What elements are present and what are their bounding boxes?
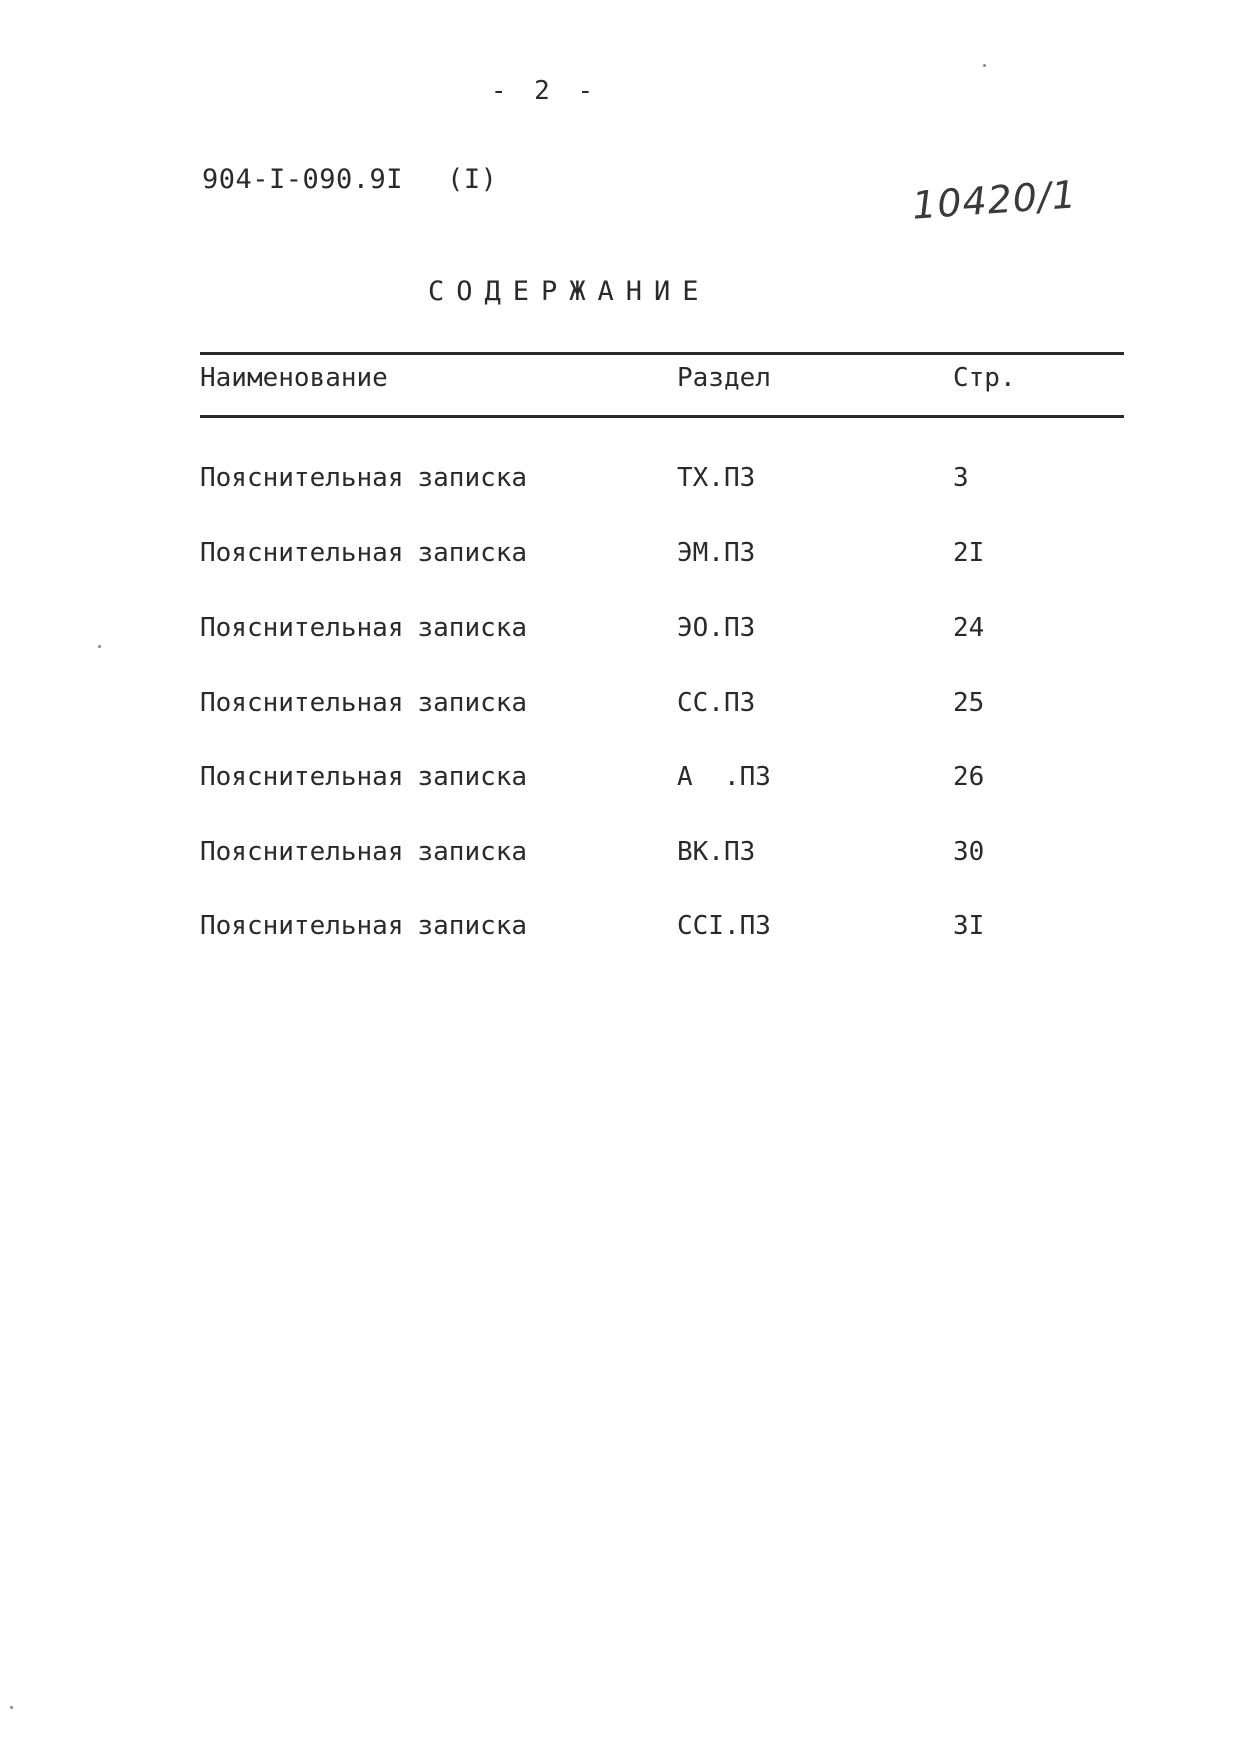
scan-speck	[98, 645, 101, 648]
row-name	[200, 688, 527, 718]
row-name	[200, 762, 527, 792]
row-name	[200, 837, 527, 867]
row-name-word: записка	[417, 837, 528, 867]
row-name-word: записка	[417, 762, 528, 792]
row-name-word: Пояснительная	[200, 688, 404, 718]
table-row	[0, 613, 1240, 647]
row-name-word: Пояснительная	[200, 538, 404, 568]
row-name	[200, 911, 527, 941]
row-name-word: записка	[417, 463, 528, 493]
row-name-word: записка	[417, 613, 528, 643]
row-page: 2I	[953, 538, 985, 568]
row-name-word: Пояснительная	[200, 762, 404, 792]
row-section: ВК.ПЗ	[677, 837, 756, 867]
row-section: ЭМ.ПЗ	[677, 538, 756, 568]
table-header-rule	[200, 415, 1124, 418]
header-page: Стр.	[953, 363, 1016, 393]
scan-speck	[10, 1706, 13, 1709]
table-header	[0, 363, 1240, 397]
row-section: СС.ПЗ	[677, 688, 756, 718]
row-page: 3	[953, 463, 969, 493]
table-row	[0, 688, 1240, 722]
table-row	[0, 538, 1240, 572]
row-name-word: записка	[417, 911, 528, 941]
handwritten-inventory-number: 10420/1	[910, 172, 1079, 228]
header-name: Наименование	[200, 363, 388, 393]
document-code	[202, 164, 497, 195]
row-name-word: записка	[417, 538, 528, 568]
row-page: 25	[953, 688, 985, 718]
scan-speck	[983, 64, 986, 67]
row-name-word: Пояснительная	[200, 463, 404, 493]
page-number: - 2 -	[490, 76, 600, 106]
row-name-word: Пояснительная	[200, 911, 404, 941]
table-top-rule	[200, 352, 1124, 355]
page-title: СОДЕРЖАНИЕ	[428, 276, 711, 307]
table-row	[0, 837, 1240, 871]
row-section: ЭО.ПЗ	[677, 613, 756, 643]
header-section: Раздел	[677, 363, 771, 393]
table-row	[0, 762, 1240, 796]
document-part: (I)	[447, 164, 498, 195]
row-name-word: записка	[417, 688, 528, 718]
row-name	[200, 463, 527, 493]
row-page: 24	[953, 613, 985, 643]
row-page: 30	[953, 837, 985, 867]
document-code-number: 904-I-090.9I	[202, 164, 404, 195]
row-section: А .ПЗ	[677, 762, 771, 792]
row-section: ТХ.ПЗ	[677, 463, 756, 493]
row-page: 3I	[953, 911, 985, 941]
row-name-word: Пояснительная	[200, 613, 404, 643]
row-section: ССI.ПЗ	[677, 911, 771, 941]
row-page: 26	[953, 762, 985, 792]
row-name	[200, 613, 527, 643]
table-row	[0, 911, 1240, 945]
table-row	[0, 463, 1240, 497]
row-name-word: Пояснительная	[200, 837, 404, 867]
row-name	[200, 538, 527, 568]
